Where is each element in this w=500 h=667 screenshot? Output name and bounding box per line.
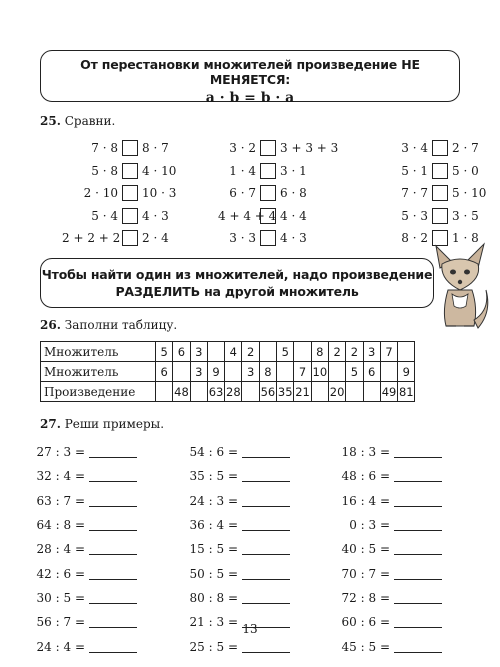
answer-line[interactable] (89, 543, 137, 555)
example-expression: 15 : 5 = (189, 542, 238, 557)
example-expression: 0 : 3 = (349, 518, 390, 533)
example-item (25, 464, 137, 488)
compare-column-2 (218, 137, 338, 250)
row-header: Произведение (41, 382, 156, 402)
table-cell: 7 (294, 362, 311, 382)
example-expression: 18 : 3 = (341, 445, 390, 460)
example-expression: 28 : 4 = (36, 542, 85, 557)
example-expression: 63 : 7 = (36, 493, 85, 508)
example-item (25, 561, 137, 585)
compare-item (62, 137, 176, 160)
example-expression: 24 : 3 = (189, 493, 238, 508)
example-item (178, 537, 290, 561)
table-cell: 6 (173, 342, 190, 362)
example-item (178, 513, 290, 537)
table-row (41, 342, 415, 362)
example-item (178, 586, 290, 610)
table-cell: 5 (346, 362, 363, 382)
example-expression: 80 : 8 = (189, 590, 238, 605)
answer-line[interactable] (394, 543, 442, 555)
answer-line[interactable] (242, 592, 290, 604)
rule-box-division (40, 258, 434, 308)
compare-right: 2 · 4 (142, 231, 169, 246)
compare-column-1 (62, 137, 176, 250)
row-header: Множитель (41, 362, 156, 382)
table-cell: 81 (398, 382, 415, 402)
table-cell[interactable] (156, 382, 173, 402)
compare-left: 7 · 8 (91, 141, 118, 156)
compare-item (218, 160, 338, 183)
table-cell[interactable] (242, 382, 259, 402)
example-item (178, 489, 290, 513)
rule-text: РАЗДЕЛИТЬ на другой множитель (115, 284, 359, 299)
rule-text: Чтобы найти один из множителей, надо произведение (41, 267, 433, 282)
answer-box[interactable] (432, 163, 448, 179)
example-item (25, 537, 137, 561)
compare-item (218, 205, 338, 228)
example-item (25, 489, 137, 513)
task-27-title (40, 417, 164, 431)
table-cell: 9 (398, 362, 415, 382)
task-number: 27. (40, 417, 61, 431)
table-cell[interactable] (311, 382, 328, 402)
example-item (330, 440, 442, 464)
task-number: 25. (40, 114, 61, 128)
example-item (330, 537, 442, 561)
table-cell: 5 (156, 342, 173, 362)
example-expression: 72 : 8 = (341, 590, 390, 605)
table-cell[interactable] (259, 342, 276, 362)
compare-right: 4 · 3 (280, 231, 307, 246)
table-cell[interactable] (190, 382, 207, 402)
table-cell: 8 (311, 342, 328, 362)
table-cell: 21 (294, 382, 311, 402)
table-cell: 3 (190, 362, 207, 382)
example-expression: 25 : 5 = (189, 639, 238, 654)
table-cell: 49 (380, 382, 397, 402)
rule-box-commutative (40, 50, 460, 106)
table-cell[interactable] (207, 342, 224, 362)
compare-right: 3 · 5 (452, 208, 479, 223)
table-cell[interactable] (363, 382, 380, 402)
compare-left: 7 · 7 (401, 186, 428, 201)
example-item (178, 464, 290, 488)
table-cell: 6 (156, 362, 173, 382)
answer-line[interactable] (242, 568, 290, 580)
example-expression: 64 : 8 = (36, 518, 85, 533)
example-expression: 54 : 6 = (189, 445, 238, 460)
table-cell: 3 (242, 362, 259, 382)
example-expression: 70 : 7 = (341, 566, 390, 581)
compare-item (62, 182, 176, 205)
example-expression: 30 : 5 = (36, 590, 85, 605)
table-cell: 28 (225, 382, 242, 402)
compare-right: 6 · 8 (280, 186, 307, 201)
table-cell: 7 (380, 342, 397, 362)
compare-right: 5 · 0 (452, 163, 479, 178)
answer-line[interactable] (394, 470, 442, 482)
answer-line[interactable] (242, 495, 290, 507)
answer-line[interactable] (89, 495, 137, 507)
answer-line[interactable] (242, 519, 290, 531)
compare-left: 5 · 1 (401, 163, 428, 178)
compare-left: 3 · 2 (229, 141, 256, 156)
compare-item (218, 137, 338, 160)
compare-item (372, 205, 486, 228)
compare-right: 3 · 1 (280, 163, 307, 178)
rule-formula: a · b = b · a (205, 90, 295, 106)
table-cell: 8 (259, 362, 276, 382)
compare-right: 4 · 4 (280, 208, 307, 223)
example-expression: 32 : 4 = (36, 469, 85, 484)
rule-text: От перестановки множителей произведение НЕ МЕНЯЕТСЯ: (80, 57, 420, 87)
example-item (330, 489, 442, 513)
answer-line[interactable] (394, 495, 442, 507)
example-expression: 16 : 4 = (341, 493, 390, 508)
compare-item (372, 182, 486, 205)
answer-line[interactable] (242, 641, 290, 653)
example-item (330, 586, 442, 610)
answer-box[interactable] (432, 185, 448, 201)
table-cell: 2 (328, 342, 345, 362)
compare-right: 2 · 7 (452, 141, 479, 156)
compare-left: 2 + 2 + 2 (62, 231, 121, 246)
table-cell: 2 (242, 342, 259, 362)
table-cell: 3 (363, 342, 380, 362)
table-cell: 63 (207, 382, 224, 402)
answer-box[interactable] (260, 140, 276, 156)
answer-line[interactable] (89, 470, 137, 482)
answer-line[interactable] (89, 592, 137, 604)
table-cell: 10 (311, 362, 328, 382)
answer-box[interactable] (122, 208, 138, 224)
example-item (25, 586, 137, 610)
example-item (25, 440, 137, 464)
table-cell: 56 (259, 382, 276, 402)
example-expression: 42 : 6 = (36, 566, 85, 581)
task-26-title (40, 318, 177, 332)
answer-box[interactable] (122, 140, 138, 156)
task-instruction: Реши примеры. (64, 417, 165, 431)
task-instruction: Сравни. (64, 114, 116, 128)
answer-line[interactable] (242, 470, 290, 482)
compare-left: 2 · 10 (83, 186, 118, 201)
answer-line[interactable] (89, 446, 137, 458)
compare-left: 3 · 4 (401, 141, 428, 156)
compare-item (218, 182, 338, 205)
compare-right: 3 + 3 + 3 (280, 141, 339, 156)
answer-line[interactable] (242, 543, 290, 555)
answer-line[interactable] (89, 641, 137, 653)
answer-box[interactable] (260, 185, 276, 201)
table-cell[interactable] (294, 342, 311, 362)
compare-left: 4 + 4 + 4 (218, 208, 277, 223)
example-expression: 36 : 4 = (189, 518, 238, 533)
compare-item (372, 137, 486, 160)
fox-illustration (432, 240, 492, 332)
example-item (25, 513, 137, 537)
table-cell[interactable] (346, 382, 363, 402)
answer-box[interactable] (260, 163, 276, 179)
example-item (330, 464, 442, 488)
compare-left: 1 · 4 (229, 163, 256, 178)
table-cell: 5 (277, 342, 294, 362)
answer-box[interactable] (260, 208, 276, 224)
example-expression: 50 : 5 = (189, 566, 238, 581)
table-cell[interactable] (277, 362, 294, 382)
compare-item (218, 227, 338, 250)
answer-box[interactable] (122, 230, 138, 246)
example-item (178, 634, 290, 658)
table-cell: 20 (328, 382, 345, 402)
compare-left: 6 · 7 (229, 186, 256, 201)
compare-left: 5 · 8 (91, 163, 118, 178)
example-item (330, 513, 442, 537)
example-expression: 24 : 4 = (36, 639, 85, 654)
task-25-title (40, 114, 115, 128)
compare-item (62, 227, 176, 250)
page-number: 13 (242, 622, 258, 636)
example-expression: 21 : 3 = (189, 615, 238, 630)
example-expression: 60 : 6 = (341, 615, 390, 630)
example-item (25, 634, 137, 658)
example-expression: 48 : 6 = (341, 469, 390, 484)
task-instruction: Заполни таблицу. (64, 318, 178, 332)
table-cell: 48 (173, 382, 190, 402)
compare-right: 4 · 3 (142, 208, 169, 223)
example-expression: 40 : 5 = (341, 542, 390, 557)
example-expression: 56 : 7 = (36, 615, 85, 630)
example-expression: 45 : 5 = (341, 639, 390, 654)
answer-line[interactable] (394, 519, 442, 531)
compare-left: 5 · 4 (91, 208, 118, 223)
multiplication-table (40, 341, 415, 402)
answer-box[interactable] (122, 185, 138, 201)
compare-right: 4 · 10 (142, 163, 177, 178)
example-item (330, 561, 442, 585)
answer-line[interactable] (89, 568, 137, 580)
compare-item (62, 205, 176, 228)
compare-left: 5 · 3 (401, 208, 428, 223)
answer-box[interactable] (122, 163, 138, 179)
table-cell: 6 (363, 362, 380, 382)
table-cell[interactable] (173, 362, 190, 382)
answer-line[interactable] (242, 446, 290, 458)
compare-right: 1 · 8 (452, 231, 479, 246)
example-expression: 35 : 5 = (189, 469, 238, 484)
table-row (41, 382, 415, 402)
compare-right: 10 · 3 (142, 186, 177, 201)
answer-line[interactable] (394, 568, 442, 580)
task-number: 26. (40, 318, 61, 332)
row-header: Множитель (41, 342, 156, 362)
answer-box[interactable] (260, 230, 276, 246)
compare-left: 3 · 3 (229, 231, 256, 246)
compare-right: 5 · 10 (452, 186, 487, 201)
answer-line[interactable] (394, 641, 442, 653)
compare-item (372, 160, 486, 183)
compare-column-3 (372, 137, 486, 250)
example-expression: 27 : 3 = (36, 445, 85, 460)
example-item (330, 634, 442, 658)
table-cell: 35 (277, 382, 294, 402)
table-cell[interactable] (225, 362, 242, 382)
example-item (178, 561, 290, 585)
compare-left: 8 · 2 (401, 231, 428, 246)
answer-line[interactable] (394, 446, 442, 458)
table-row (41, 362, 415, 382)
table-cell[interactable] (328, 362, 345, 382)
table-cell: 2 (346, 342, 363, 362)
example-item (178, 440, 290, 464)
table-cell[interactable] (380, 362, 397, 382)
answer-line[interactable] (394, 592, 442, 604)
compare-right: 8 · 7 (142, 141, 169, 156)
compare-item (62, 160, 176, 183)
answer-line[interactable] (89, 519, 137, 531)
table-cell[interactable] (398, 342, 415, 362)
table-cell: 9 (207, 362, 224, 382)
answer-box[interactable] (432, 140, 448, 156)
answer-box[interactable] (432, 208, 448, 224)
table-cell: 4 (225, 342, 242, 362)
table-cell: 3 (190, 342, 207, 362)
